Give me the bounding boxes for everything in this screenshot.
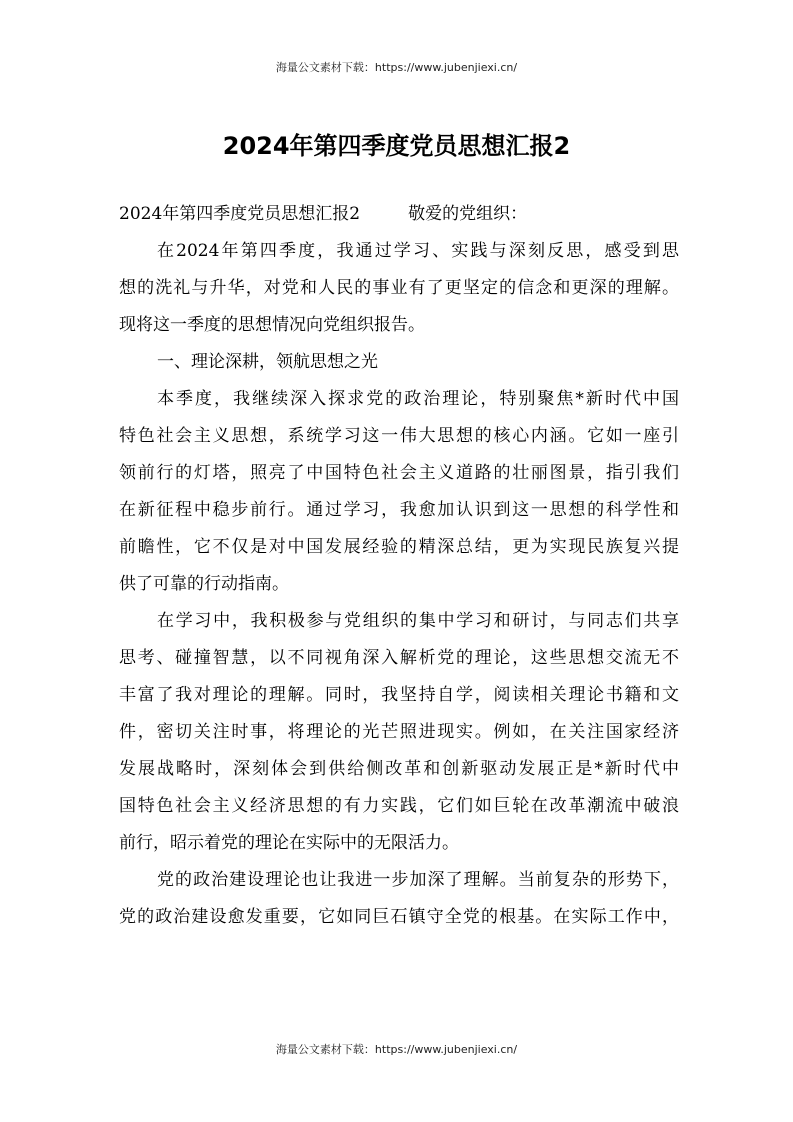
paragraph-line: 件，密切关注时事，将理论的光芒照进现实。例如，在关注国家经济 [119,722,679,742]
paragraph-line: 在学习中，我积极参与党组织的集中学习和研讨，与同志们共享 [157,611,679,631]
paragraph-line: 想的洗礼与升华，对党和人民的事业有了更坚定的信念和更深的理解。 [119,278,679,298]
paragraph-line: 前瞻性，它不仅是对中国发展经验的精深总结，更为实现民族复兴提 [119,537,679,557]
paragraph-line: 思考、碰撞智慧，以不同视角深入解析党的理论，这些思想交流无不 [119,648,679,668]
paragraph-line: 现将这一季度的思想情况向党组织报告。 [119,315,425,335]
section-heading: 一、理论深耕，领航思想之光 [157,352,378,372]
paragraph-line: 领前行的灯塔，照亮了中国特色社会主义道路的壮丽图景，指引我们 [119,463,679,483]
paragraph-line: 供了可靠的行动指南。 [119,574,289,594]
paragraph-line: 在2024年第四季度，我通过学习、实践与深刻反思，感受到思 [157,241,679,261]
document-title: 2024年第四季度党员思想汇报2 [222,132,571,160]
paragraph-line: 党的政治建设愈发重要，它如同巨石镇守全党的根基。在实际工作中， [119,907,679,927]
document-body [119,196,679,936]
paragraph-line: 在新征程中稳步前行。通过学习，我愈加认识到这一思想的科学性和 [119,500,679,520]
salutation: 敬爱的党组织： [408,204,528,224]
inline-title: 2024年第四季度党员思想汇报2 [119,204,361,224]
page-header: 海量公文素材下载：https://www.jubenjiexi.cn/ [275,61,518,74]
paragraph-line: 国特色社会主义经济思想的有力实践，它们如巨轮在改革潮流中破浪 [119,796,679,816]
opening-line [119,196,679,233]
paragraph-line: 本季度，我继续深入探求党的政治理论，特别聚焦*新时代中国 [157,389,679,409]
paragraph-line: 发展战略时，深刻体会到供给侧改革和创新驱动发展正是*新时代中 [119,759,679,779]
page-footer: 海量公文素材下载：https://www.jubenjiexi.cn/ [275,1043,518,1056]
paragraph-line: 丰富了我对理论的理解。同时，我坚持自学，阅读相关理论书籍和文 [119,685,679,705]
paragraph-line: 特色社会主义思想，系统学习这一伟大思想的核心内涵。它如一座引 [119,426,679,446]
paragraph-line: 党的政治建设理论也让我进一步加深了理解。当前复杂的形势下， [157,870,679,890]
paragraph-line: 前行，昭示着党的理论在实际中的无限活力。 [119,833,459,853]
